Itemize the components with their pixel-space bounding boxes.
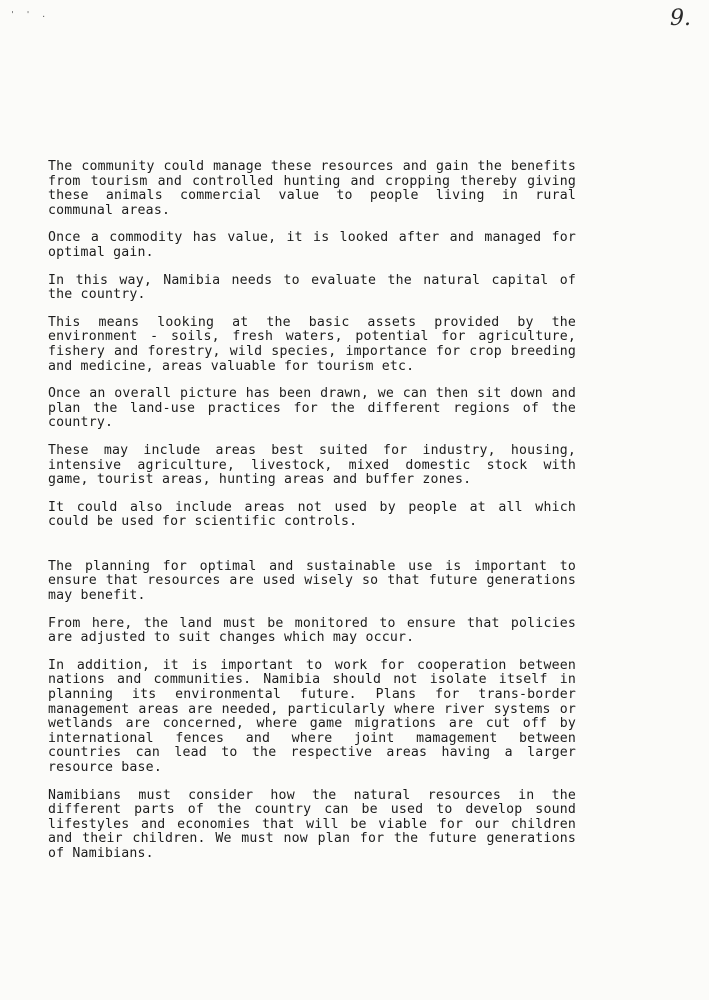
paragraph-cooperation: In addition, it is important to work for cooperation between nations and communities. Namibia should not isolate itself in planning its environmental future. Plans for trans-border management areas are needed, particularly where river systems or wetlands are concerned, where game migrations are cut off by international fences and where joint mamagement between countries can lead to the respective areas having a larger resource base. (48, 657, 576, 775)
paragraph-basic-assets: This means looking at the basic assets provided by the environment - soils, fresh waters, potential for agriculture, fishery and forestry, wild species, importance for crop breeding and medicine, areas valuable for tourism etc. (48, 314, 576, 374)
paragraph-community-benefits: The community could manage these resources and gain the benefits from tourism and controlled hunting and cropping thereby giving these animals commercial value to people living in rural communal areas. (48, 159, 576, 218)
paragraph-monitoring: From here, the land must be monitored to ensure that policies are adjusted to suit changes which may occur. (48, 615, 576, 646)
paragraph-land-use-planning: Once an overall picture has been drawn, we can then sit down and plan the land-use practices for the different regions of the country. (48, 386, 576, 431)
document-body (48, 160, 576, 875)
paragraph-commodity-value: Once a commodity has value, it is looked after and managed for optimal gain. (48, 230, 576, 260)
scan-marks: ' ' . (10, 10, 50, 19)
paragraph-natural-capital: In this way, Namibia needs to evaluate the natural capital of the country. (48, 272, 576, 303)
paragraph-area-types: These may include areas best suited for industry, housing, intensive agriculture, livestock, mixed domestic stock with game, tourist areas, hunting areas and buffer zones. (48, 442, 576, 488)
paragraph-sustainable-use: The planning for optimal and sustainable use is important to ensure that resources are used wisely so that future generations may benefit. (48, 558, 576, 604)
paragraph-future-generations: Namibians must consider how the natural resources in the different parts of the country can be used to develop sound lifestyles and economies that will be viable for our children and their children. We must now plan for the future generations of Namibians. (48, 787, 576, 861)
page-number: 9. (670, 6, 691, 31)
paragraph-scientific-controls: It could also include areas not used by people at all which could be used for scientific controls. (48, 499, 576, 530)
